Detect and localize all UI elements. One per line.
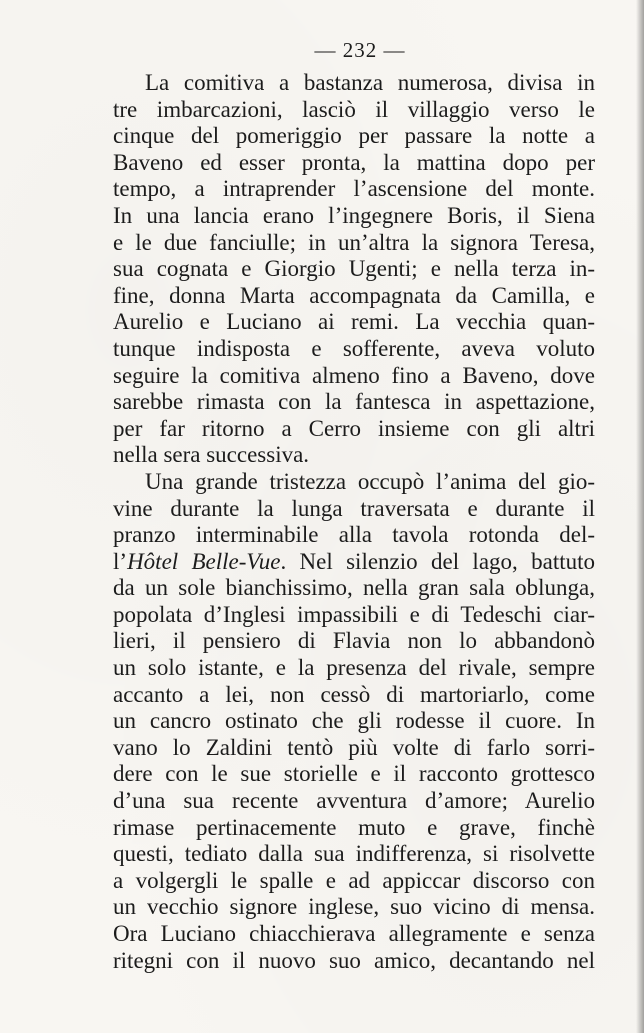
text-line: tunque indisposta e sofferente, aveva voluto (113, 335, 595, 361)
text-line: un vecchio signore inglese, suo vicino di mensa. (113, 894, 595, 920)
text-fragment: l’ (113, 548, 128, 574)
text-line-with-italic (113, 549, 595, 576)
text-fragment: . Nel silenzio del lago, battuto (280, 548, 595, 574)
text-line: d’una sua recente avventura d’amore; Aurelio (113, 788, 595, 814)
text-line: seguire la comitiva almeno fino a Baveno, dove (113, 362, 595, 388)
text-line: per far ritorno a Cerro insieme con gli altri (113, 415, 595, 441)
text-line: un cancro ostinato che gli rodesse il cuore. In (113, 708, 595, 734)
page-number: — 232 — (314, 38, 406, 62)
text-line: In una lancia erano l’ingegnere Boris, il Siena (113, 202, 595, 228)
text-line: tempo, a intraprender l’ascensione del monte. (113, 176, 595, 202)
text-line: nella sera successiva. (113, 442, 310, 468)
body-text (113, 70, 595, 974)
text-line: Aurelio e Luciano ai remi. La vecchia quan- (113, 309, 595, 335)
text-line: a volgergli le spalle e ad appiccar discorso con (113, 867, 595, 893)
text-line: da un sole bianchissimo, nella gran sala oblunga, (113, 575, 595, 601)
text-line: popolata d’Inglesi impassibili e di Tedeschi ciar- (113, 601, 595, 627)
text-line: La comitiva a bastanza numerosa, divisa in (145, 70, 595, 95)
text-line: lieri, il pensiero di Flavia non lo abbandonò (113, 628, 595, 654)
page-edge-shadow (636, 0, 644, 1033)
hotel-name: Hôtel Belle-Vue (127, 548, 281, 574)
text-line: ritegni con il nuovo suo amico, decantando nel (113, 947, 595, 973)
text-line: tre imbarcazioni, lasciò il villaggio verso le (113, 96, 595, 122)
text-line: sua cognata e Giorgio Ugenti; e nella terza in- (113, 256, 595, 282)
text-line: accanto a lei, non cessò di martoriarlo, come (113, 681, 595, 707)
text-line: sarebbe rimasta con la fantesca in aspettazione, (113, 389, 595, 415)
text-line: Baveno ed esser pronta, la mattina dopo per (113, 149, 595, 175)
text-line: dere con le sue storielle e il racconto grottesco (113, 761, 595, 787)
text-line: rimase pertinacemente muto e grave, finchè (113, 814, 595, 840)
text-line: Una grande tristezza occupò l’anima del gio- (145, 468, 595, 494)
text-line: questi, tediato dalla sua indifferenza, si risolvette (113, 841, 595, 867)
text-line: pranzo interminabile alla tavola rotonda del- (113, 522, 595, 548)
text-line: cinque del pomeriggio per passare la notte a (113, 123, 595, 149)
text-line: e le due fanciulle; in un’altra la signora Teresa, (113, 229, 595, 255)
text-line: un solo istante, e la presenza del rivale, sempre (113, 655, 595, 681)
text-line: Ora Luciano chiacchierava allegramente e senza (113, 921, 595, 946)
text-line: vano lo Zaldini tentò più volte di farlo sorri- (113, 734, 595, 760)
text-line: fine, donna Marta accompagnata da Camilla, e (113, 282, 595, 308)
text-line: vine durante la lunga traversata e durante il (113, 495, 595, 521)
